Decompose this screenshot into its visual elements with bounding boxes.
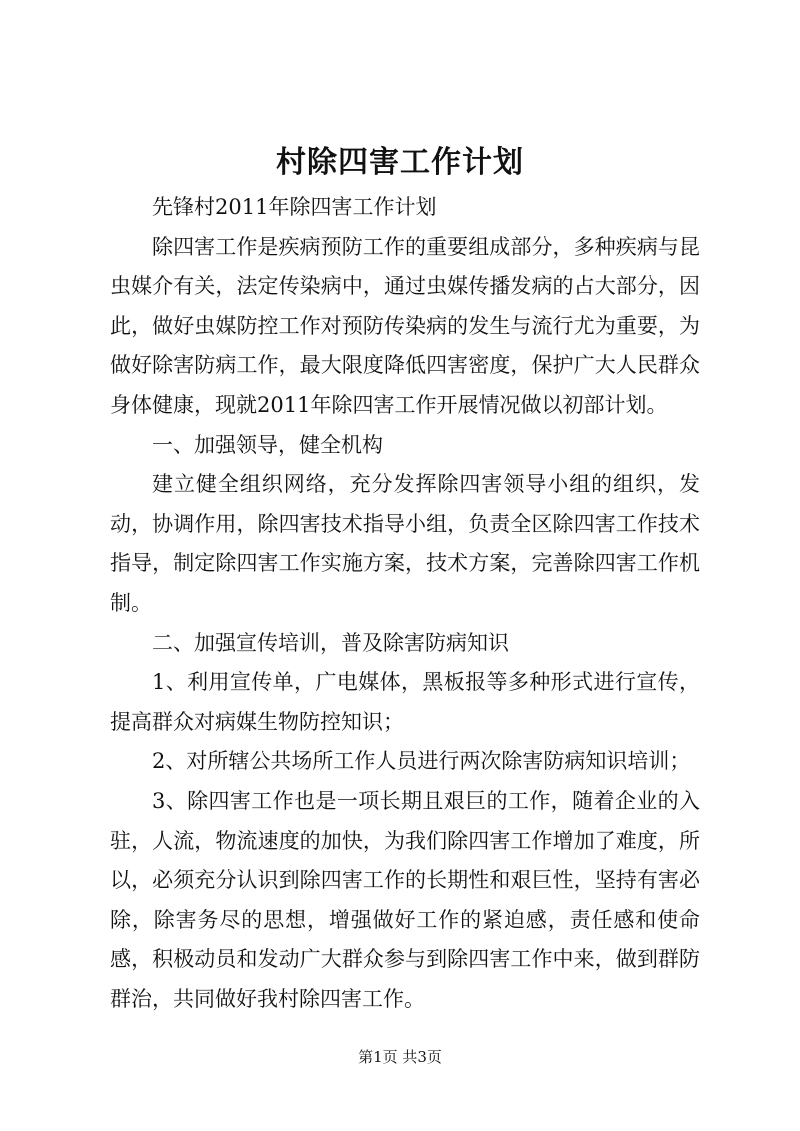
document-body	[110, 188, 700, 1019]
list-item-3: 3、除四害工作也是一项长期且艰巨的工作，随着企业的入驻，人流，物流速度的加快，为我们除四害工作增加了难度，所以，必须充分认识到除四害工作的长期性和艰巨性，坚持有害必除，除害务尽的思想，增强做好工作的紧迫感，责任感和使命感，积极动员和发动广大群众参与到除四害工作中来，做到群防群治，共同做好我村除四害工作。	[110, 788, 700, 1011]
section-heading-1: 一、加强领导，健全机构	[152, 432, 383, 457]
list-item-1: 1、利用宣传单，广电媒体，黑板报等多种形式进行宣传，提高群众对病媒生物防控知识；	[110, 670, 700, 734]
section-1-paragraph: 建立健全组织网络，充分发挥除四害领导小组的组织，发动，协调作用，除四害技术指导小组，负责全区除四害工作技术指导，制定除四害工作实施方案，技术方案，完善除四害工作机制。	[110, 472, 700, 615]
page-number-footer: 第1页 共3页	[358, 1048, 442, 1066]
document-title: 村除四害工作计划	[276, 145, 524, 180]
section-heading-2: 二、加强宣传培训，普及除害防病知识	[152, 630, 509, 655]
intro-paragraph: 除四害工作是疾病预防工作的重要组成部分，多种疾病与昆虫媒介有关，法定传染病中，通过虫媒传播发病的占大部分，因此，做好虫媒防控工作对预防传染病的发生与流行尤为重要，为做好除害防病工作，最大限度降低四害密度，保护广大人民群众身体健康，现就2011年除四害工作开展情况做以初部计划。	[110, 234, 700, 417]
subtitle-line: 先锋村2011年除四害工作计划	[152, 195, 437, 219]
list-item-2: 2、对所辖公共场所工作人员进行两次除害防病知识培训；	[152, 749, 691, 774]
